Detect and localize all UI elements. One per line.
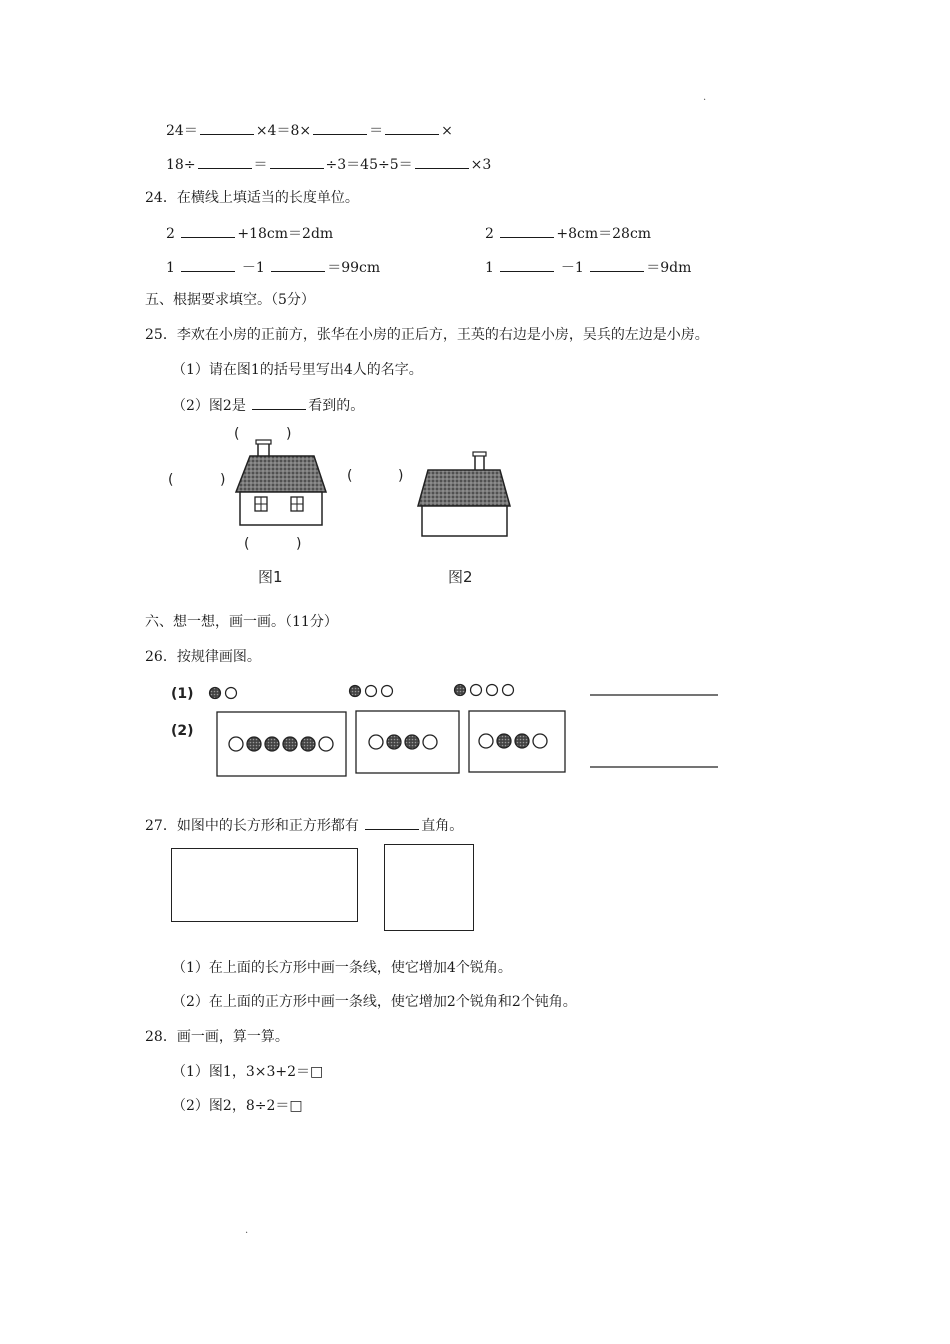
q23-row2-c: ÷3＝45÷5＝ (325, 157, 413, 173)
rectangle-shape[interactable] (171, 848, 358, 922)
q24-item-2-b: +8cm＝28cm (556, 226, 652, 242)
answer-blank[interactable] (271, 258, 325, 272)
circle-group-2 (350, 686, 393, 697)
pattern-box-3 (469, 711, 565, 772)
q25-part2-post: 看到的。 (308, 398, 365, 414)
answer-blank[interactable] (181, 224, 235, 238)
house-figures (160, 420, 520, 590)
q28-part2: （2）图2，8÷2＝□ (172, 1098, 303, 1114)
q24-item-2 (485, 224, 651, 243)
q24-item-3 (166, 258, 380, 277)
q23-row1-b: ×4＝8× (255, 123, 312, 139)
fig1-caption: 图1 (258, 568, 283, 586)
paren-close-left: ) (220, 472, 226, 488)
q24-item-1 (166, 224, 333, 243)
q24-item-4-m: －1 (560, 260, 584, 276)
q27-title-post: 直角。 (421, 818, 464, 834)
circle-group-3 (455, 685, 514, 696)
paren-close-bottom: ) (296, 536, 302, 552)
pattern-row2-label: (2) (171, 723, 194, 739)
answer-blank[interactable] (313, 121, 367, 135)
q26-title: 26．按规律画图。 (145, 649, 261, 665)
q24-item-3-m: －1 (241, 260, 265, 276)
pattern-row1-label: (1) (171, 686, 194, 702)
q23-row2 (166, 155, 491, 174)
paren-open-right: ( (347, 468, 353, 484)
q24-item-1-b: +18cm＝2dm (237, 226, 334, 242)
q23-row2-d: ×3 (470, 157, 492, 173)
q23-row1-d: × (441, 123, 453, 139)
answer-blank[interactable] (590, 258, 644, 272)
footer-dot: . (245, 1225, 249, 1236)
answer-blank[interactable] (385, 121, 439, 135)
q23-row2-a: 18÷ (166, 157, 196, 173)
section6-title: 六、想一想，画一画。（11分） (145, 614, 338, 630)
house-front-icon (236, 440, 326, 525)
paren-open-top: ( (234, 426, 240, 442)
q28-title: 28．画一画，算一算。 (145, 1029, 289, 1045)
paren-close-right: ) (398, 468, 404, 484)
q24-item-4-b: ＝9dm (646, 260, 692, 276)
pattern-box-1 (217, 712, 346, 776)
q24-item-3-a: 1 (166, 260, 175, 276)
q28-part1: （1）图1，3×3+2＝□ (172, 1064, 324, 1080)
answer-blank[interactable] (252, 396, 306, 410)
q24-item-4 (485, 258, 691, 277)
paren-open-bottom: ( (244, 536, 250, 552)
q27-part1: （1）在上面的长方形中画一条线，使它增加4个锐角。 (172, 960, 512, 976)
answer-blank[interactable] (270, 155, 324, 169)
q25-part2-pre: （2）图2是 (172, 398, 246, 414)
q23-row1-a: 24＝ (166, 123, 198, 139)
section5-title: 五、根据要求填空。（5分） (145, 292, 315, 308)
q23-row1 (166, 121, 453, 140)
answer-blank[interactable] (500, 224, 554, 238)
q23-row2-b: ＝ (253, 157, 268, 173)
answer-blank[interactable] (415, 155, 469, 169)
q23-row1-c: ＝ (369, 123, 384, 139)
q25-part2 (172, 396, 364, 415)
answer-blank[interactable] (198, 155, 252, 169)
answer-blank[interactable] (200, 121, 254, 135)
q24-item-2-a: 2 (485, 226, 494, 242)
pattern-box-2 (356, 711, 459, 773)
answer-blank[interactable] (500, 258, 554, 272)
pattern-figure (165, 678, 725, 783)
q25-part1: （1）请在图1的括号里写出4人的名字。 (172, 362, 423, 378)
q24-item-1-a: 2 (166, 226, 175, 242)
q24-item-4-a: 1 (485, 260, 494, 276)
paren-open-left: ( (168, 472, 174, 488)
answer-blank[interactable] (181, 258, 235, 272)
house-side-icon (418, 452, 510, 536)
q27-title (145, 816, 463, 835)
answer-blank[interactable] (365, 816, 419, 830)
q27-title-pre: 27．如图中的长方形和正方形都有 (145, 818, 359, 834)
fig2-caption: 图2 (448, 568, 473, 586)
header-dot: . (703, 92, 707, 103)
square-shape[interactable] (384, 844, 474, 931)
q24-title: 24．在横线上填适当的长度单位。 (145, 190, 359, 206)
circle-group-1 (210, 688, 237, 699)
q24-item-3-b: ＝99cm (327, 260, 381, 276)
paren-close-top: ) (286, 426, 292, 442)
q27-part2: （2）在上面的正方形中画一条线，使它增加2个锐角和2个钝角。 (172, 994, 577, 1010)
q25-title: 25．李欢在小房的正前方，张华在小房的正后方，王英的右边是小房，吴兵的左边是小房。 (145, 327, 709, 343)
